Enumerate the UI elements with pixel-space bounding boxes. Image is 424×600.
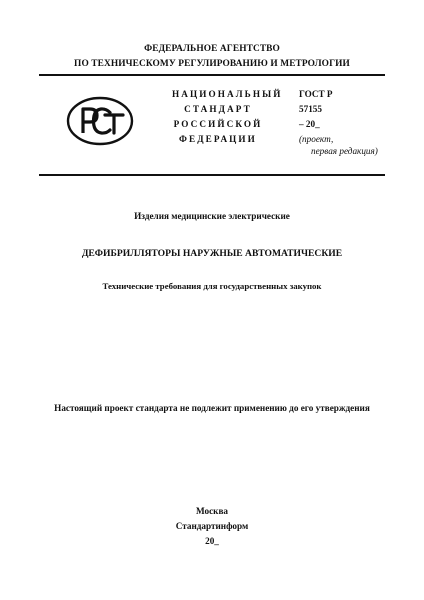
standard-number: 57155 <box>299 104 322 114</box>
bottom-divider <box>39 174 385 176</box>
agency-line-2: ПО ТЕХНИЧЕСКОМУ РЕГУЛИРОВАНИЮ И МЕТРОЛОГИИ <box>74 59 350 69</box>
document-requirements: Технические требования для государственных закупок <box>102 281 322 291</box>
top-divider <box>39 74 385 76</box>
standard-designation: ГОСТ Р <box>299 89 333 99</box>
document-title: ДЕФИБРИЛЛЯТОРЫ НАРУЖНЫЕ АВТОМАТИЧЕСКИЕ <box>81 248 343 259</box>
standard-year: – 20_ <box>299 119 320 129</box>
standard-word-federation: ФЕДЕРАЦИИ <box>179 134 257 144</box>
draft-notice: Настоящий проект стандарта не подлежит применению до его утверждения <box>54 403 370 413</box>
document-subject: Изделия медицинские электрические <box>134 211 290 221</box>
standard-word-national: НАЦИОНАЛЬНЫЙ <box>172 89 283 99</box>
rst-logo-icon <box>66 96 134 146</box>
publication-year: 20_ <box>205 536 219 546</box>
standard-word-russian: РОССИЙСКОЙ <box>173 119 263 129</box>
publisher-name: Стандартинформ <box>175 521 249 531</box>
draft-note-line-1: (проект, <box>299 134 334 144</box>
agency-line-1: ФЕДЕРАЛЬНОЕ АГЕНТСТВО <box>144 44 280 54</box>
draft-note-line-2: первая редакция) <box>311 146 378 156</box>
standard-word-standard: СТАНДАРТ <box>184 104 252 114</box>
publication-city: Москва <box>195 506 229 516</box>
